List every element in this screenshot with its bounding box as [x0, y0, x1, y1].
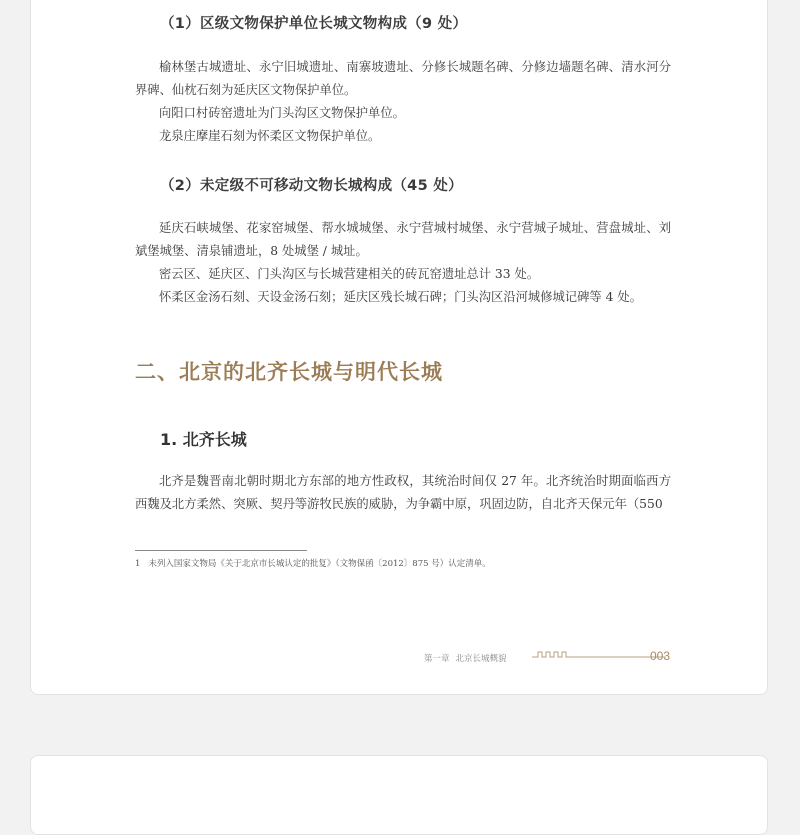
paragraph: 榆林堡古城遗址、永宁旧城遗址、南寨坡遗址、分修长城题名碑、分修边墙题名碑、清水河分界碑、仙枕石刻为延庆区文物保护单位。 [135, 60, 671, 97]
footer-chapter: 第一章 [424, 654, 450, 664]
footer-title: 北京长城概貌 [455, 654, 507, 664]
great-wall-ornament-icon [532, 651, 666, 659]
footnote-divider [135, 550, 307, 551]
subsection-heading-1: （1）区级文物保护单位长城文物构成（9 处） [160, 16, 468, 32]
subsection-heading-2: （2）未定级不可移动文物长城构成（45 处） [160, 178, 463, 194]
page-number: 003 [650, 649, 671, 663]
footnote [135, 557, 695, 569]
paragraph: 向阳口村砖窑遗址为门头沟区文物保护单位。 [159, 106, 405, 120]
section-heading: 二、北京的北齐长城与明代长城 [135, 360, 443, 384]
paragraph: 密云区、延庆区、门头沟区与长城营建相关的砖瓦窑遗址总计 33 处。 [159, 267, 540, 281]
paragraph: 延庆石峡城堡、花家窑城堡、帮水城城堡、永宁营城村城堡、永宁营城子城址、营盘城址、刘斌堡城堡、清泉铺遗址，8 处城堡 / 城址。 [135, 221, 671, 258]
running-footer [424, 652, 513, 664]
subsection-heading-3: 1. 北齐长城 [160, 430, 247, 449]
next-page [30, 755, 768, 835]
paragraph: 北齐是魏晋南北朝时期北方东部的地方性政权，其统治时间仅 27 年。北齐统治时期面临西方西魏及北方柔然、突厥、契丹等游牧民族的威胁，为争霸中原，巩固边防，自北齐天保元年（550 [135, 474, 671, 511]
paragraph: 龙泉庄摩崖石刻为怀柔区文物保护单位。 [159, 129, 381, 143]
footnote-number: 1 [135, 559, 141, 569]
footnote-text: 未列入国家文物局《关于北京市长城认定的批复》（文物保函〔2012〕875 号）认定清单。 [148, 559, 491, 569]
paragraph: 怀柔区金汤石刻、天设金汤石刻；延庆区残长城石碑；门头沟区沿河城修城记碑等 4 处。 [159, 290, 642, 304]
